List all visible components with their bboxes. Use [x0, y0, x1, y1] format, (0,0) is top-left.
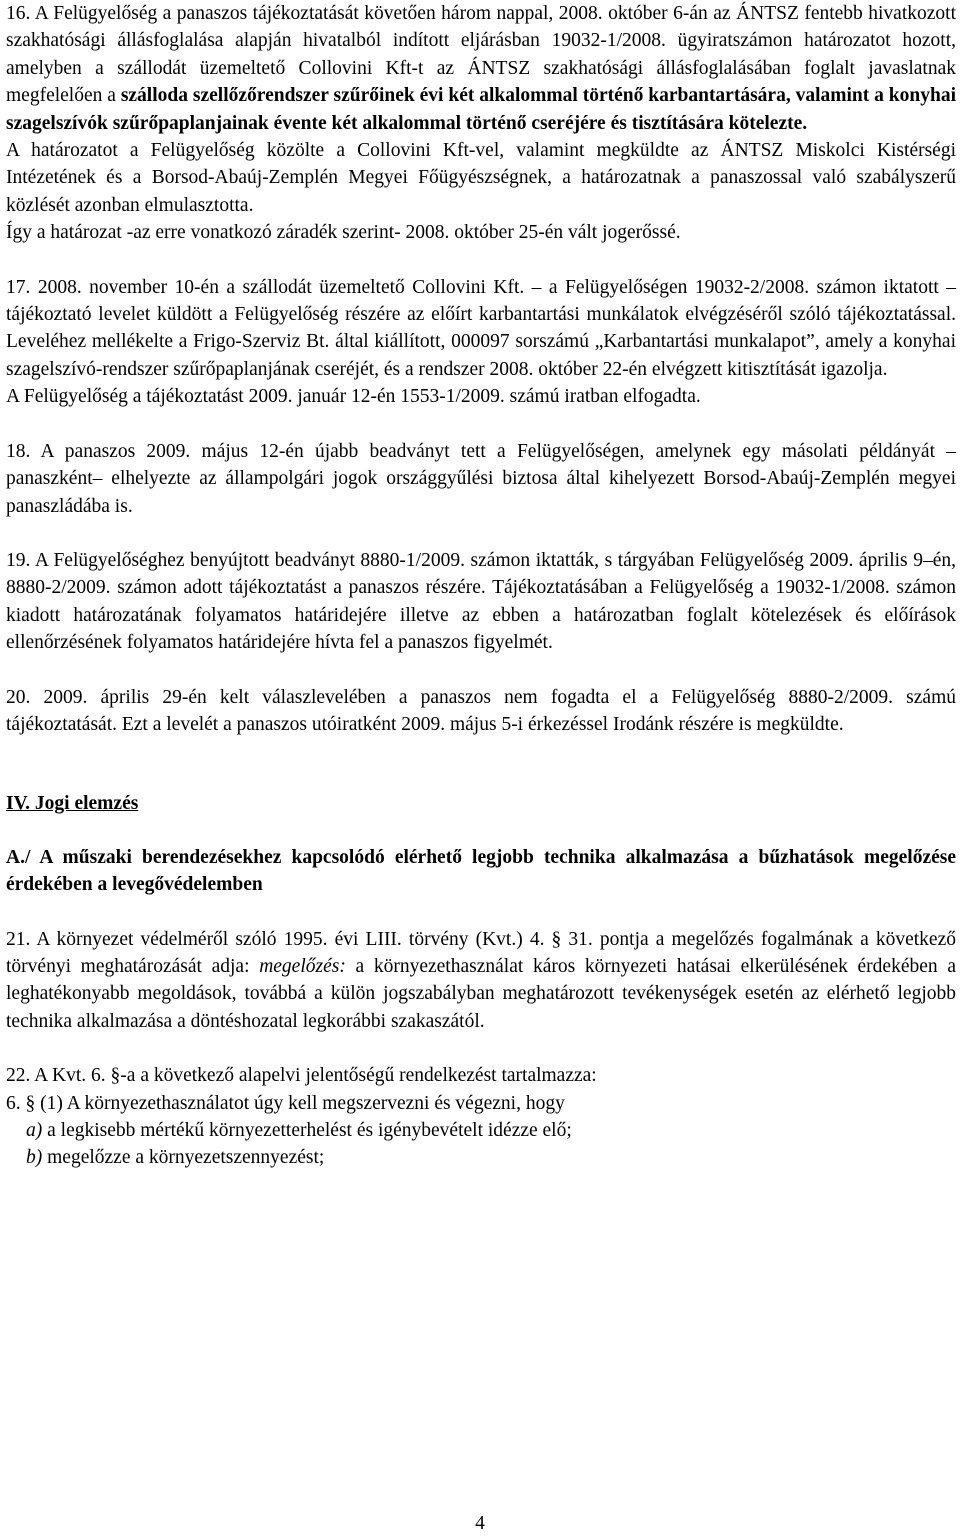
paragraph-16-notice: A határozatot a Felügyelőség közölte a Collovini Kft-vel, valamint megküldte az ÁNTSZ Miskolci Kistérségi Intézetének és a Borsod-Abaúj-Zemplén Megyei Főügyészségnek, a határozatnak a panaszossal való szabályszerű közlését azonban elmulasztotta. — [6, 140, 956, 216]
paragraph-20: 20. 2009. április 29-én kelt válaszlevelében a panaszos nem fogadta el a Felügyelőség 8880-2/2009. számú tájékoztatását. Ezt a levelét a panaszos utóiratként 2009. május 5-i érkezéssel Irodánk részére is megküldte. — [6, 686, 956, 735]
list-item-marker: a) — [26, 1120, 43, 1141]
paragraph-21-text-cont: a környezethasználat káros környezeti hatásai elkerülésének érdekében a leghatékonyabb megoldások, továbbá a külön jogszabályban meghatározott tevékenységek esetén az elérhető legjobb technika alkalmazása a döntéshozatal legkorábbi szakaszától. — [6, 955, 956, 1032]
list-item-text: a legkisebb mértékű környezetterhelést és igénybevételt idézze elő; — [42, 1120, 572, 1141]
paragraph-18: 18. A panaszos 2009. május 12-én újabb beadványt tett a Felügyelőségen, amelynek egy másolati példányát –panaszként– elhelyezte az állampolgári jogok országgyűlési biztosa által kihelyezett Borsod-Abaúj-Zemplén megyei panaszládába is. — [6, 440, 956, 517]
paragraph-22: 22. A Kvt. 6. §-a a következő alapelvi jelentőségű rendelkezést tartalmazza: — [6, 1065, 597, 1087]
paragraph-16-text: 16. A Felügyelőség a panaszos tájékoztatását követően három nappal, 2008. október 6-án az ÁNTSZ fentebb hivatkozott szakhatósági állásfoglalása alapján hivatalból indított eljárásban 19032-1/2008. ügyiratszámon határozatot hozott, amelyben a szállodát üzemeltető Collovini Kft-t az ÁNTSZ szakhatósági állásfoglalásában foglalt javaslatnak megfelelően a — [6, 3, 956, 107]
paragraph-17: 17. 2008. november 10-én a szállodát üzemeltető Collovini Kft. – a Felügyelőségen 19032-2/2008. számon iktatott – tájékoztató levelet küldött a Felügyelőség részére az előírt karbantartási munkálatok elvégzéséről szóló tájékoztatással. Leveléhez mellékelte a Frigo-Szerviz Bt. által kiállított, 000097 sorszámú „Karbantartási munkalapot”, amely a konyhai szagelszívó-rendszer szűrőpaplanjának cseréjét, és a rendszer 2008. október 22-én elvégzett kitisztítását igazolja. — [6, 276, 956, 380]
page-number: 4 — [475, 1513, 485, 1534]
paragraph-16-bold-text: szálloda szellőzőrendszer szűrőinek évi két alkalommal történő karbantartására, valamint a konyhai szagelszívók szűrőpaplanjainak évente két alkalommal történő cseréjére és tisztítására kötelezte. — [6, 85, 956, 134]
list-item — [6, 1144, 956, 1171]
list-item — [6, 1117, 956, 1144]
paragraph-16 — [6, 0, 956, 137]
document-page — [6, 0, 956, 1172]
paragraph-21 — [6, 926, 956, 1036]
paragraph-16-finality: Így a határozat -az erre vonatkozó záradék szerint- 2008. október 25-én vált jogerőssé. — [6, 222, 681, 244]
paragraph-17-acceptance: A Felügyelőség a tájékoztatást 2009. január 12-én 1553-1/2009. számú iratban elfogadta. — [6, 386, 701, 408]
paragraph-22-quote: 6. § (1) A környezethasználatot úgy kell megszervezni és végezni, hogy — [6, 1092, 565, 1114]
paragraph-21-term: megelőzés: — [259, 955, 346, 977]
section-heading: IV. Jogi elemzés — [6, 793, 139, 815]
paragraph-21-text: 21. A környezet védelméről szóló 1995. évi LIII. törvény (Kvt.) 4. § 31. pontja a megelőzés fogalmának a következő törvényi meghatározását adja: — [6, 928, 956, 977]
list-item-text: megelőzze a környezetszennyezést; — [42, 1147, 325, 1169]
list-item-marker: b) — [26, 1147, 43, 1169]
subsection-heading: A./ A műszaki berendezésekhez kapcsolódó elérhető legjobb technika alkalmazása a bűzhatások megelőzése érdekében a levegővédelemben — [6, 846, 956, 896]
paragraph-19: 19. A Felügyelőséghez benyújtott beadványt 8880-1/2009. számon iktatták, s tárgyában Felügyelőség 2009. április 9–én, 8880-2/2009. számon adott tájékoztatást a panaszos részére. Tájékoztatásában a Felügyelőség a 19032-1/2008. számon kiadott határozatának folyamatos határidejére illetve az ebben a határozatban foglalt kötelezések és előírások ellenőrzésének folyamatos határidejére hívta fel a panaszos figyelmét. — [6, 549, 956, 654]
